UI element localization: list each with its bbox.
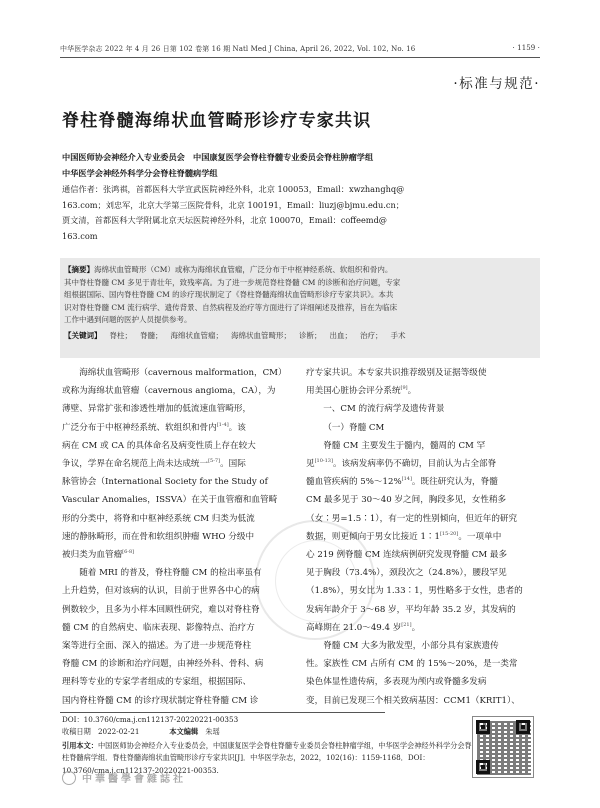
keyword: 治疗； <box>360 330 383 340</box>
abstract-line: 其中脊柱脊髓 CM 多见于青壮年，致残率高。为了进一步规范脊柱脊髓 CM 的诊断和治疗问题，专家 <box>64 277 401 287</box>
body-line: 被归类为血管瘤[6-8] <box>62 549 135 561</box>
body-line: 广泛分布于中枢神经系统、软组织和骨内[1-4]。该 <box>62 421 246 433</box>
editor-name: 朱瑶 <box>205 727 220 737</box>
page-number: · 1159 · <box>512 44 540 52</box>
keyword: 手术 <box>390 330 406 340</box>
citation: [1-4] <box>216 421 229 428</box>
body-line: 疗专家共识。本专家共识推荐级别及证据等级使 <box>306 368 487 378</box>
header-rule <box>60 57 540 58</box>
body-line: Vascular Anomalies，ISSVA）在关于血管瘤和血管畸 <box>62 495 278 506</box>
citation: [15-20] <box>439 530 459 537</box>
footer-rule <box>60 712 385 713</box>
section-heading: 一、CM 的流行病学及遗传背景 <box>323 404 445 415</box>
citation: [9] <box>400 385 408 392</box>
abstract-line: 组根据国际、国内脊柱脊髓 CM 的诊疗现状制定了《脊柱脊髓海绵状血管畸形诊疗专家共识》。本共 <box>64 290 394 300</box>
body-line: 例数较少，且多为小样本回顾性研究，难以对脊柱脊 <box>62 604 260 615</box>
running-head <box>60 44 540 54</box>
publisher-logo: 中華醫學會雜誌社 <box>62 770 186 785</box>
abstract-line: 工作中遇到问题的医护人员提供参考。 <box>64 315 192 325</box>
body-right-column <box>306 364 538 710</box>
keyword: 海绵状血管畸形； <box>231 330 291 340</box>
body-line: 数据，则更倾向于男女比接近 1∶1[15-20]。一项单中 <box>306 530 502 542</box>
subsection-heading: （一）脊髓 CM <box>323 422 385 433</box>
body-line: 心 219 例脊髓 CM 连续病例研究发现脊髓 CM 最多 <box>306 550 508 561</box>
corr-line: 163.com；刘忠军，北京大学第三医院骨科，北京 100191，Email：liuzj@bjmu.edu.cn； <box>62 199 404 210</box>
body-line: 见于胸段（73.4%），颈段次之（24.8%），腰段罕见 <box>306 568 507 579</box>
editorial-info <box>62 726 462 738</box>
keyword: 脊柱； <box>109 330 132 340</box>
running-head-journal: 中华医学杂志 2022 年 4 月 26 日第 102 卷第 16 期 Natl Med J China, April 26, 2022, Vol. 102, No. 16 <box>60 45 416 53</box>
body-line: 病在 CM 或 CA 的具体命名及病变性质上存在较大 <box>62 440 256 451</box>
keyword: 出血； <box>329 330 352 340</box>
article-title: 脊柱脊髓海绵状血管畸形诊疗专家共识 <box>62 111 372 131</box>
body-line: 变，目前已发现三个相关致病基因：CCM1（KRIT1）、 <box>306 695 520 706</box>
citation: [10-13] <box>314 458 333 465</box>
author-line: 中华医学会神经外科学分会脊柱脊髓病学组 <box>62 167 218 178</box>
keyword: 诊断； <box>299 330 322 340</box>
qr-code-icon[interactable] <box>472 716 534 778</box>
editor-label: 本文编辑 <box>169 727 199 737</box>
keyword: 脊髓； <box>140 330 163 340</box>
author-line: 中国医师协会神经介入专业委员会 中国康复医学会脊柱脊髓专业委员会脊柱肿瘤学组 <box>62 152 374 162</box>
doi-link[interactable]: DOI：10.3760/cma.j.cn112137-20220221-00353 <box>62 715 239 724</box>
body-line: 发病年龄介于 3～68 岁，平均年龄 35.2 岁，其发病的 <box>306 604 516 615</box>
body-line: 用美国心脏协会评分系统[9]。 <box>306 385 417 397</box>
article-footer <box>62 714 472 777</box>
body-line: 性。家族性 CM 占所有 CM 的 15%～20%，是一类常 <box>306 659 518 670</box>
body-line: 脊髓 CM 主要发生于髓内，髓周的 CM 罕 <box>323 440 486 451</box>
body-line: 理科等专业的专家学者组成的专家组，根据国际、 <box>62 677 252 688</box>
corr-line: 贾文清，首都医科大学附属北京天坛医院神经外科，北京 100070，Email：coffeemd@ <box>62 215 387 226</box>
citation: [6-8] <box>122 549 135 556</box>
body-line: CM 最多见于 30～40 岁之间，胸段多见，女性稍多 <box>306 495 507 506</box>
body-line: 海绵状血管畸形（cavernous malformation，CM） <box>79 368 287 378</box>
body-line: 染色体显性遗传病，多表现为颅内或脊髓多发病 <box>306 677 487 688</box>
corr-line: 通信作者：张鸿祺，首都医科大学宣武医院神经外科，北京 100053，Email：xwzhanghq@ <box>62 184 405 194</box>
cite-text: 中国医师协会神经介入专业委员会，中国康复医学会脊柱脊髓专业委员会脊柱肿瘤学组，中华医学会神经外科学分会脊柱脊髓病学组．脊柱脊髓海绵状血管畸形诊疗专家共识[J]．中华医学杂志，2022，102(16)：1159-1168．DOI：10.3760/cma.j.cn112137-20220221-00353. <box>62 740 472 775</box>
abstract-box <box>60 258 540 358</box>
abstract-line: 【摘要】海绵状血管畸形（CM）或称为海绵状血管瘤，广泛分布于中枢神经系统、软组织和骨内。 <box>64 265 393 274</box>
keyword: 海绵状血管瘤； <box>170 330 223 340</box>
received-date: 2022-02-21 <box>97 727 140 737</box>
corr-line: 163.com <box>62 230 98 241</box>
body-line: 案等进行全面、深入的描述。为了进一步规范脊柱 <box>62 641 252 652</box>
cite-label: 引用本文： <box>62 740 98 750</box>
body-line: （女∶男=1.5∶1），有一定的性别倾向，但近年的研究 <box>306 513 518 524</box>
body-left-column <box>62 364 294 710</box>
body-line: 上升趋势，但对该病的认识，目前于世界各中心的病 <box>62 586 260 597</box>
abstract-line: 识对脊柱脊髓 CM 流行病学、遗传背景、自然病程及治疗等方面进行了详细阐述及推荐，旨在为临床 <box>64 302 398 312</box>
citation: [21] <box>401 621 412 628</box>
body-line: 薄壁、异常扩张和渗透性增加的低流速血管畸形， <box>62 404 252 415</box>
author-groups <box>62 150 538 181</box>
body-line: 髓 CM 的自然病史、临床表现、影像特点、治疗方 <box>62 622 255 633</box>
keywords <box>64 330 536 343</box>
received-label: 收稿日期 <box>62 727 91 737</box>
citation: [5-7] <box>208 458 221 465</box>
body-line: 见[10-13]。该病发病率仍不确切，目前认为占全部脊 <box>306 458 497 470</box>
corresponding-authors <box>62 182 538 244</box>
body-line: 形的分类中，将脊和中枢神经系统 CM 归类为低流 <box>62 513 255 524</box>
body-line: 速的静脉畸形，而在骨和软组织肿瘤 WHO 分级中 <box>62 531 255 542</box>
abstract-label: 【摘要】 <box>64 265 94 274</box>
body-line: 脊髓 CM 的诊断和治疗问题，由神经外科、骨科、病 <box>62 659 264 670</box>
body-line: （1.8%），男女比为 1.33∶1，男性略多于女性，患者的 <box>306 586 523 597</box>
body-line: 随着 MRI 的普及，脊柱脊髓 CM 的检出率虽有 <box>79 568 262 579</box>
logo-seal-icon <box>62 771 76 785</box>
citation: [14] <box>401 476 412 483</box>
body-line: 脉管协会（International Society for the Study of <box>62 477 268 488</box>
body-line: 争议，学界在命名规范上尚未达成统一[5-7]。国际 <box>62 458 246 470</box>
body-line: 髓血管疾病的 5%～12%[14]。既往研究认为，脊髓 <box>306 476 498 488</box>
body-line: 或称为海绵状血管瘤（cavernous angioma，CA），为 <box>62 386 276 397</box>
body-line: 脊髓 CM 大多为散发型，小部分具有家族遗传 <box>323 641 499 652</box>
body-line: 国内脊柱脊髓 CM 的诊疗现状制定脊柱脊髓 CM 诊 <box>62 695 259 706</box>
body-line: 高峰期在 21.0～49.4 岁[21]。 <box>306 621 421 633</box>
section-label: ·标准与规范· <box>453 76 540 92</box>
keywords-label: 【关键词】 <box>64 330 102 340</box>
